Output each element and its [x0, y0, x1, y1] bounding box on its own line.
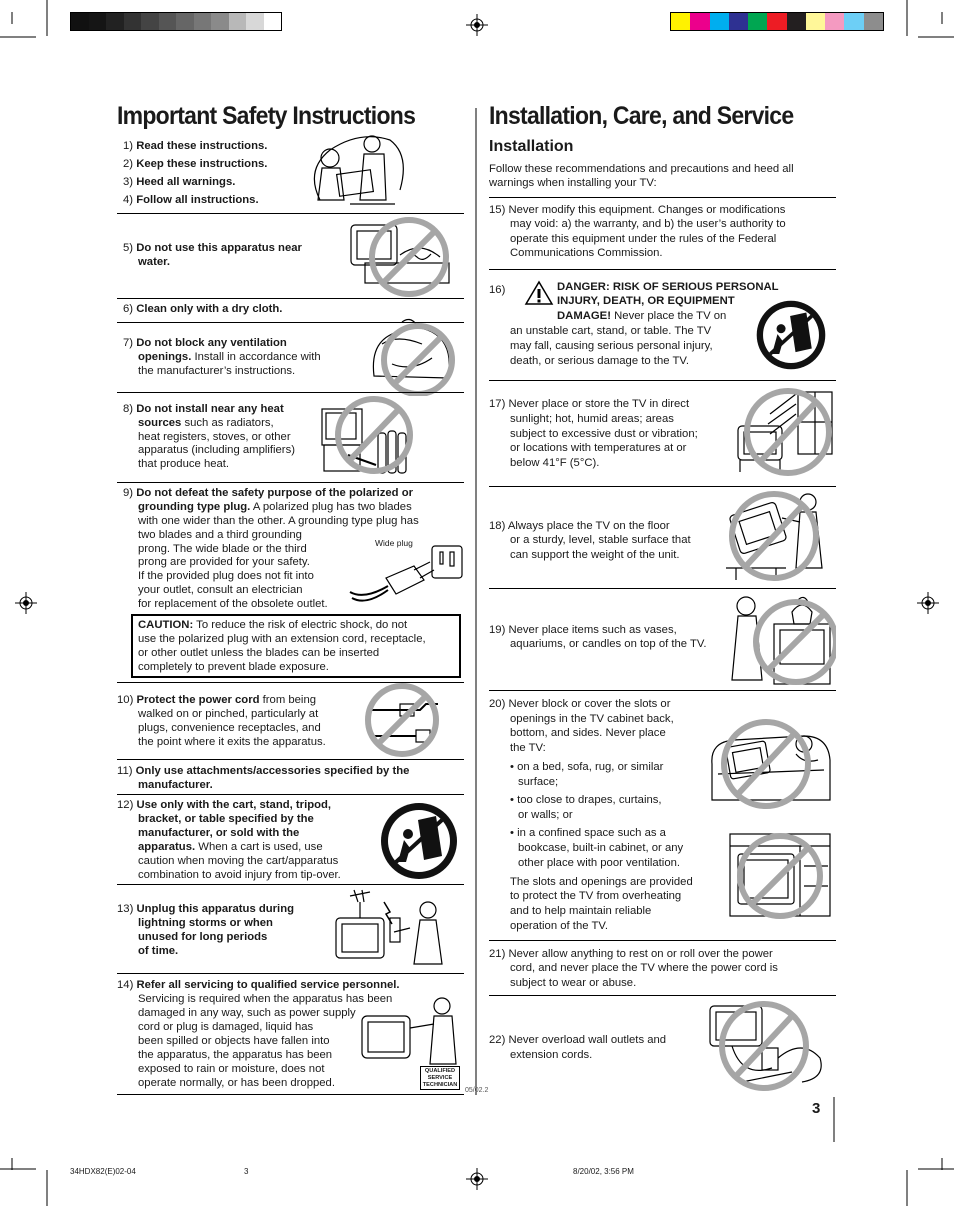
item-9-line7: If the provided plug does not fit into [138, 570, 314, 582]
item-14-line2: Servicing is required when the apparatus has been [138, 993, 393, 1005]
caution-line4: completely to prevent blade exposure. [138, 661, 329, 673]
item-13-line2: lightning storms or when [138, 917, 273, 929]
divider [117, 973, 464, 974]
item-12-line6: combination to avoid injury from tip-over. [138, 869, 341, 881]
item-12-line5: caution when moving the cart/apparatus [138, 855, 339, 867]
item-7: 7) Do not block any ventilation [123, 337, 287, 349]
item-20-bullet3-line3: other place with poor ventilation. [518, 857, 681, 869]
item-11: 11) Only use attachments/accessories specified by the [117, 765, 410, 777]
covered-tv-illustration [362, 314, 462, 396]
item-21: 21) Never allow anything to rest on or roll over the power [489, 948, 773, 960]
caution-line2: use the polarized plug with an extension cord, receptacle, [138, 633, 426, 645]
item-20-bullet3: • in a confined space such as a [510, 827, 666, 839]
footer-timestamp: 8/20/02, 3:56 PM [573, 1167, 634, 1176]
tv-in-cabinet-prohibited-illustration [728, 826, 832, 920]
item-11-line2: manufacturer. [138, 779, 213, 791]
item-8-line3: heat registers, stoves, or other [138, 431, 291, 443]
item-9-line3: with one wider than the other. A grounding type plug has [138, 515, 419, 527]
item-5-line2: water. [138, 256, 171, 268]
item-16-line2: INJURY, DEATH, OR EQUIPMENT [557, 295, 735, 307]
item-14: 14) Refer all servicing to qualified service personnel. [117, 979, 400, 991]
item-20-line4: the TV: [510, 742, 546, 754]
qualified-technician-badge: QUALIFIED SERVICE TECHNICIAN [420, 1066, 460, 1090]
item-12-line3: manufacturer, or sold with the [138, 827, 300, 839]
item-13-line4: of time. [138, 945, 179, 957]
item-8: 8) Do not install near any heat [123, 403, 284, 415]
item-20-bullet3-line2: bookcase, built-in cabinet, or any [518, 842, 684, 854]
item-9-line8: your outlet, consult an electrician [138, 584, 303, 596]
item-20-para-line3: and to help maintain reliable [510, 905, 652, 917]
item-20: 20) Never block or cover the slots or [489, 698, 671, 710]
item-14-line8: operate normally, or has been dropped. [138, 1077, 335, 1089]
item-22: 22) Never overload wall outlets and [489, 1034, 667, 1046]
item-15-line4: Communications Commission. [510, 247, 663, 259]
item-9-line4: two blades and a third grounding [138, 529, 302, 541]
item-21-line3: subject to wear or abuse. [510, 977, 637, 989]
item-14-line6: the apparatus, the apparatus has been [138, 1049, 333, 1061]
item-20-bullet2-line2: or walls; or [518, 809, 573, 821]
item-17-line3: subject to excessive dust or vibration; [510, 428, 698, 440]
item-14-line4: cord or plug is damaged, liquid has [138, 1021, 314, 1033]
divider [117, 213, 464, 214]
caution-line1: CAUTION: To reduce the risk of electric shock, do not [138, 619, 408, 631]
item-16-line6: death, or serious damage to the TV. [510, 355, 689, 367]
registration-target-top [466, 14, 488, 36]
item-1: 1) Read these instructions. [123, 140, 268, 152]
divider [489, 588, 836, 589]
registration-target-right [917, 592, 939, 614]
item-18-line2: or a sturdy, level, stable surface that [510, 534, 691, 546]
item-20-para-line2: to protect the TV from overheating [510, 890, 682, 902]
item-18-line3: can support the weight of the unit. [510, 549, 680, 561]
item-9-line2: grounding type plug. A polarized plug has two blades [138, 501, 412, 513]
heater-prohibited-illustration [318, 395, 418, 479]
page-number: 3 [812, 1100, 821, 1117]
divider [117, 1094, 464, 1095]
registration-target-left [15, 592, 37, 614]
caution-line3: or other outlet unless the blades can be inserted [138, 647, 380, 659]
item-4: 4) Follow all instructions. [123, 194, 259, 206]
service-technician-illustration [358, 994, 462, 1066]
tv-on-sofa-prohibited-illustration [704, 714, 836, 812]
item-14-line7: exposed to rain or moisture, does not [138, 1063, 325, 1075]
page-title-right: Installation, Care, and Service [489, 102, 794, 130]
reading-people-illustration [300, 130, 412, 212]
divider [117, 794, 464, 795]
item-12-line4: apparatus. When a cart is used, use [138, 841, 323, 853]
item-19-line2: aquariums, or candles on top of the TV. [510, 638, 707, 650]
divider [117, 759, 464, 760]
unstable-surface-prohibited-illustration [716, 488, 832, 584]
item-18: 18) Always place the TV on the floor [489, 520, 670, 532]
item-16-line4: an unstable cart, stand, or table. The TV [510, 325, 712, 337]
lightning-unplug-illustration [330, 888, 462, 968]
sunlight-prohibited-illustration [730, 384, 836, 478]
item-7-line3: the manufacturer’s instructions. [138, 365, 296, 377]
cart-tipover-warning-icon [378, 800, 460, 882]
item-9-line6: prong are provided for your safety. [138, 556, 310, 568]
item-20-line2: openings in the TV cabinet back, [510, 713, 674, 725]
revision-code: 05/02.2 [465, 1087, 489, 1094]
divider [489, 486, 836, 487]
installation-heading: Installation [489, 138, 574, 155]
divider [117, 884, 464, 885]
item-13: 13) Unplug this apparatus during [117, 903, 294, 915]
polarized-plug-illustration [344, 540, 466, 608]
item-16-line3: DAMAGE! Never place the TV on [557, 310, 727, 322]
installation-intro-line1: Follow these recommendations and precautions and heed all [489, 163, 794, 175]
water-prohibited-illustration [345, 215, 455, 297]
divider [117, 298, 464, 299]
wide-plug-label: Wide plug [375, 538, 413, 548]
item-10: 10) Protect the power cord from being [117, 694, 317, 706]
divider [489, 940, 836, 941]
divider [489, 995, 836, 996]
item-19: 19) Never place items such as vases, [489, 624, 677, 636]
power-cord-prohibited-illustration [360, 682, 444, 758]
item-17-line5: below 41°F (5°C). [510, 457, 600, 469]
item-21-line2: cord, and never place the TV where the power cord is [510, 962, 778, 974]
item-8-line5: that produce heat. [138, 458, 230, 470]
item-8-line4: apparatus (including amplifiers) [138, 444, 295, 456]
item-20-bullet2: • too close to drapes, curtains, [510, 794, 662, 806]
item-20-para-line1: The slots and openings are provided [510, 876, 693, 888]
item-16-line1: DANGER: RISK OF SERIOUS PERSONAL [557, 281, 779, 293]
divider [117, 392, 464, 393]
item-5: 5) Do not use this apparatus near [123, 242, 302, 254]
installation-intro-line2: warnings when installing your TV: [489, 177, 657, 189]
item-14-line3: damaged in any way, such as power supply [138, 1007, 356, 1019]
divider [489, 690, 836, 691]
item-17-line4: or locations with temperatures at or [510, 442, 687, 454]
item-20-line3: bottom, and sides. Never place [510, 727, 666, 739]
divider [489, 380, 836, 381]
item-7-line2: openings. Install in accordance with [138, 351, 321, 363]
item-16-number: 16) [489, 284, 506, 296]
item-17-line2: sunlight; hot, humid areas; areas [510, 413, 674, 425]
registration-target-bottom [466, 1168, 488, 1190]
item-20-bullet1: • on a bed, sofa, rug, or similar [510, 761, 664, 773]
overloaded-outlet-prohibited-illustration [702, 998, 830, 1092]
divider [489, 197, 836, 198]
item-10-line2: walked on or pinched, particularly at [138, 708, 319, 720]
item-20-para-line4: operation of the TV. [510, 920, 608, 932]
divider [117, 482, 464, 483]
item-9-line9: for replacement of the obsolete outlet. [138, 598, 328, 610]
item-9-line5: prong. The wide blade or the third [138, 543, 307, 555]
warning-triangle-icon [524, 280, 554, 306]
item-17: 17) Never place or store the TV in direct [489, 398, 690, 410]
item-16-line5: may fall, causing serious personal injury, [510, 340, 713, 352]
item-14-line5: been spilled or objects have fallen into [138, 1035, 330, 1047]
item-15-line2: may void: a) the warranty, and b) the user’s authority to [510, 218, 786, 230]
vase-on-tv-prohibited-illustration [726, 590, 836, 688]
page-title-left: Important Safety Instructions [117, 102, 416, 130]
item-15: 15) Never modify this equipment. Changes or modifications [489, 204, 786, 216]
item-22-line2: extension cords. [510, 1049, 593, 1061]
item-10-line3: plugs, convenience receptacles, and [138, 722, 321, 734]
divider [489, 269, 836, 270]
item-13-line3: unused for long periods [138, 931, 268, 943]
item-20-bullet1-line2: surface; [518, 776, 559, 788]
item-6: 6) Clean only with a dry cloth. [123, 303, 283, 315]
cart-tipover-warning-icon [754, 298, 828, 372]
footer-file-page: 3 [244, 1167, 249, 1176]
item-8-line2: sources such as radiators, [138, 417, 274, 429]
item-9: 9) Do not defeat the safety purpose of the polarized or [123, 487, 413, 499]
item-2: 2) Keep these instructions. [123, 158, 268, 170]
item-10-line4: the point where it exits the apparatus. [138, 736, 326, 748]
footer-filename: 34HDX82(E)02-04 [70, 1167, 136, 1176]
item-15-line3: operate this equipment under the rules of the Federal [510, 233, 777, 245]
item-12-line2: bracket, or table specified by the [138, 813, 314, 825]
item-12: 12) Use only with the cart, stand, tripod, [117, 799, 332, 811]
item-3: 3) Heed all warnings. [123, 176, 236, 188]
